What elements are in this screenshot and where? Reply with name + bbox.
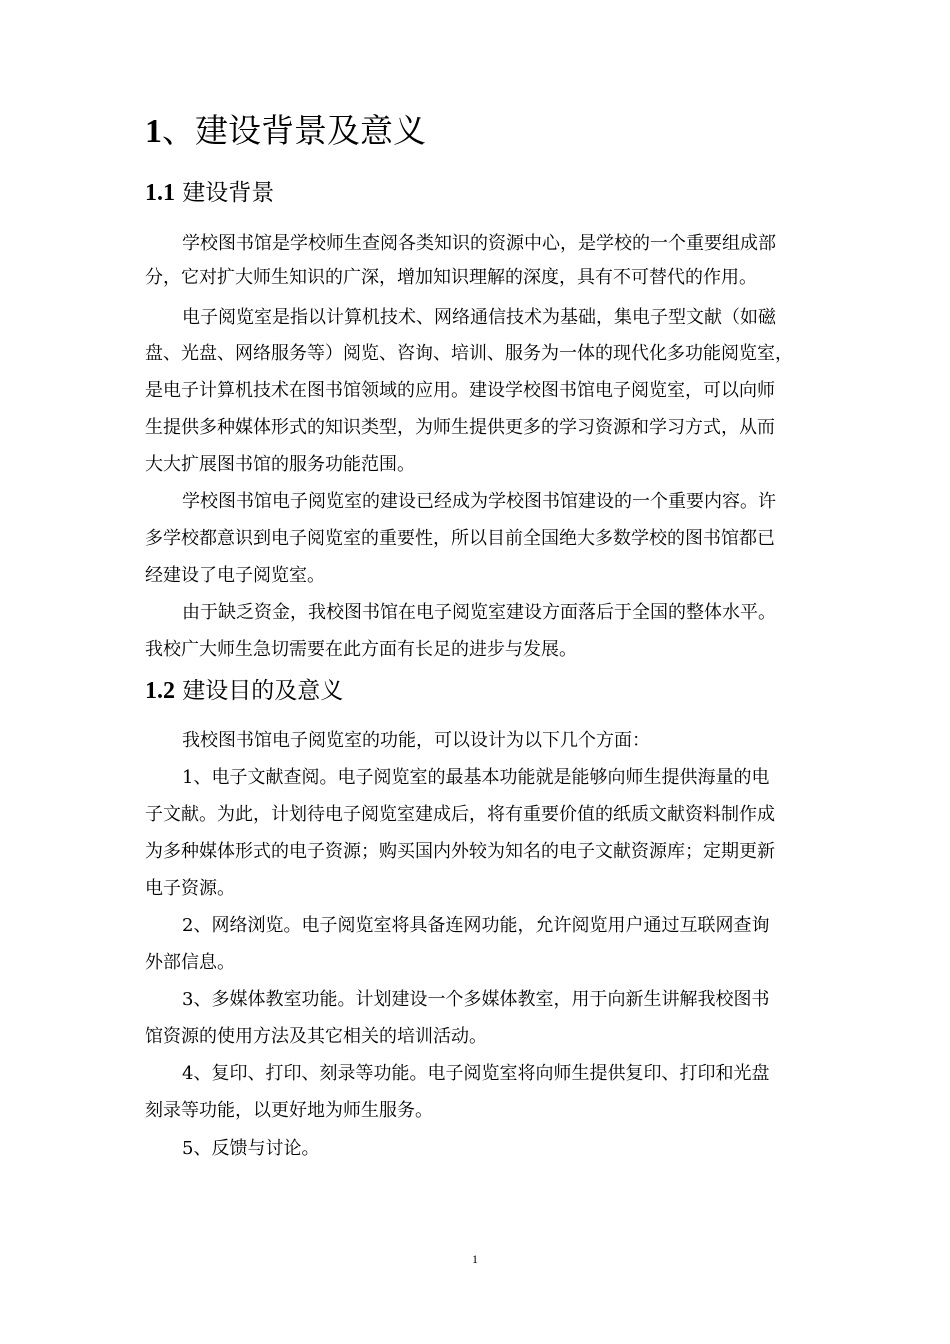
paragraph-line: 电子资源。 — [145, 878, 235, 899]
paragraph-line: 学校图书馆是学校师生查阅各类知识的资源中心，是学校的一个重要组成部 — [182, 233, 776, 254]
paragraph-line: 馆资源的使用方法及其它相关的培训活动。 — [145, 1026, 487, 1047]
paragraph-line: 电子阅览室是指以计算机技术、网络通信技术为基础，集电子型文献（如磁 — [182, 307, 776, 328]
paragraph-line: 多学校都意识到电子阅览室的重要性，所以目前全国绝大多数学校的图书馆都已 — [145, 528, 775, 549]
paragraph-line: 3、多媒体教室功能。计划建设一个多媒体教室，用于向新生讲解我校图书 — [182, 989, 770, 1010]
heading-1-2-number: 1.2 — [145, 678, 175, 704]
paragraph-line: 5、反馈与讨论。 — [182, 1138, 320, 1159]
paragraph-line: 由于缺乏资金，我校图书馆在电子阅览室建设方面落后于全国的整体水平。 — [182, 602, 776, 623]
paragraph-line: 分，它对扩大师生知识的广深，增加知识理解的深度，具有不可替代的作用。 — [145, 267, 757, 288]
heading-1-2 — [145, 675, 343, 707]
paragraph-line: 我校图书馆电子阅览室的功能，可以设计为以下几个方面： — [182, 730, 650, 751]
paragraph-line: 4、复印、打印、刻录等功能。电子阅览室将向师生提供复印、打印和光盘 — [182, 1063, 770, 1084]
paragraph-line: 为多种媒体形式的电子资源；购买国内外较为知名的电子文献资源库；定期更新 — [145, 841, 775, 862]
paragraph-line: 生提供多种媒体形式的知识类型，为师生提供更多的学习资源和学习方式，从而 — [145, 417, 775, 438]
heading-1-1 — [145, 177, 274, 209]
paragraph-line: 经建设了电子阅览室。 — [145, 565, 325, 586]
paragraph-line: 外部信息。 — [145, 952, 235, 973]
heading-1-2-text: 建设目的及意义 — [175, 678, 344, 704]
paragraph-line: 刻录等功能，以更好地为师生服务。 — [145, 1100, 433, 1121]
paragraph-line: 是电子计算机技术在图书馆领域的应用。建设学校图书馆电子阅览室，可以向师 — [145, 380, 775, 401]
heading-main-number: 1 — [145, 113, 162, 150]
paragraph-line: 1、电子文献查阅。电子阅览室的最基本功能就是能够向师生提供海量的电 — [182, 767, 770, 788]
paragraph-line: 大大扩展图书馆的服务功能范围。 — [145, 454, 415, 475]
paragraph-line: 我校广大师生急切需要在此方面有长足的进步与发展。 — [145, 639, 577, 660]
heading-main-text: 、建设背景及意义 — [162, 111, 426, 150]
heading-main — [145, 108, 426, 155]
paragraph-line: 子文献。为此，计划待电子阅览室建成后，将有重要价值的纸质文献资料制作成 — [145, 804, 775, 825]
paragraph-line: 2、网络浏览。电子阅览室将具备连网功能，允许阅览用户通过互联网查询 — [182, 915, 770, 936]
heading-1-1-text: 建设背景 — [175, 180, 275, 206]
heading-1-1-number: 1.1 — [145, 180, 175, 206]
paragraph-line: 学校图书馆电子阅览室的建设已经成为学校图书馆建设的一个重要内容。许 — [182, 491, 776, 512]
paragraph-line: 盘、光盘、网络服务等）阅览、咨询、培训、服务为一体的现代化多功能阅览室， — [145, 343, 793, 364]
page-number: 1 — [472, 1252, 478, 1266]
